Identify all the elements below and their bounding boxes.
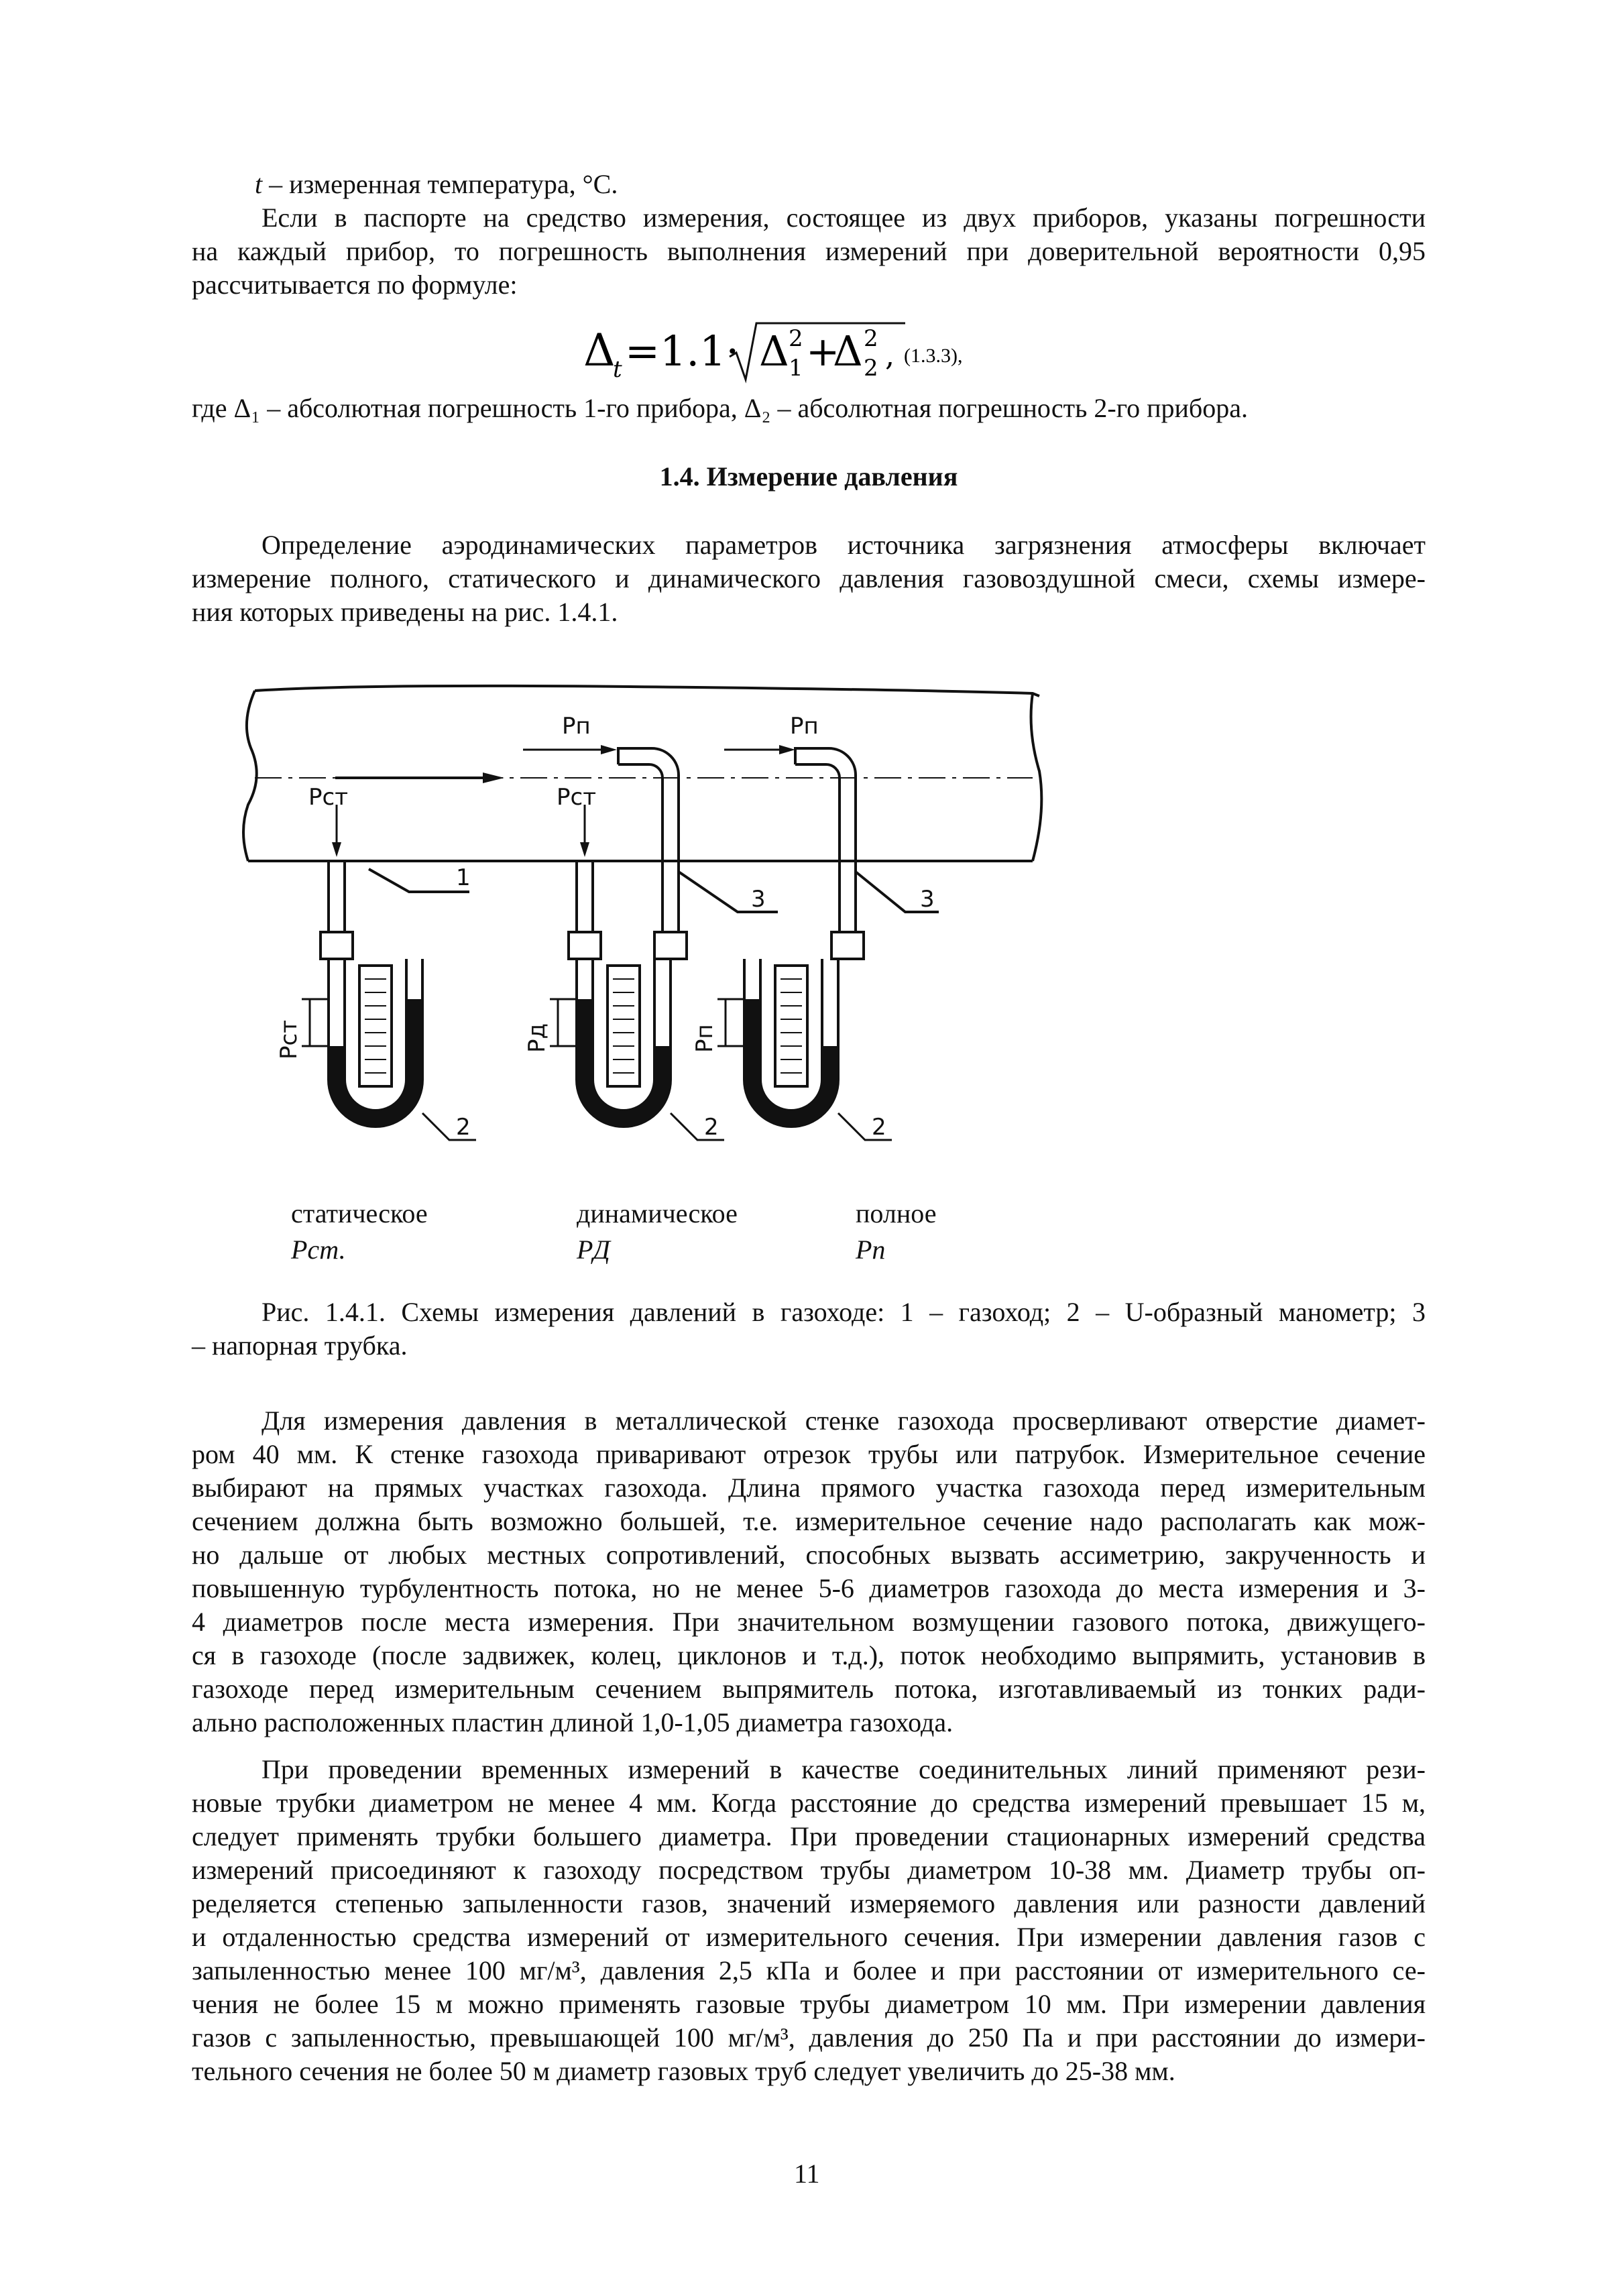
label-pst-2: Pст [557, 784, 597, 811]
caption-total: полное [856, 1198, 937, 1228]
dimension-pd [550, 999, 577, 1046]
text-line: рассчитывается по формуле: [192, 270, 518, 300]
label-num-3a: 3 [751, 886, 766, 913]
total-u-tube-inner [760, 959, 822, 1110]
pn-arrow-icon [601, 745, 617, 754]
dynamic-scale [608, 966, 640, 1086]
text-line: тельного сечения не более 50 м диаметр газовых труб следует увеличить до 25-38 мм. [192, 2056, 1175, 2086]
intro-symbol: t [255, 169, 263, 199]
text-line: Определение аэродинамических параметров источника загрязнения атмосферы включает [262, 530, 1426, 560]
formula-lhs: Δ [583, 325, 616, 376]
text-line: газов с запыленностью, превышающей 100 мг/м³, давления до 250 Па и при расстоянии до измери- [192, 2022, 1426, 2053]
pitot-tube-total [795, 748, 856, 932]
paragraph-formula-legend [192, 392, 1426, 425]
label-num-2c: 2 [872, 1114, 886, 1141]
paragraph-duct-measurement [192, 1404, 1426, 1739]
page-number: 11 [794, 2159, 820, 2189]
dimension-pst [302, 999, 329, 1046]
text-line: повышенную турбулентность потока, но не менее 5-6 диаметров газохода до места измерения и 3- [192, 1573, 1426, 1603]
figure-caption [192, 1296, 1426, 1363]
formula-plus: + [806, 329, 840, 376]
text-line: ром 40 мм. К стенке газохода приваривают отрезок трубы или патрубок. Измерительное сечение [192, 1439, 1426, 1469]
formula-term1-sub: 1 [789, 355, 803, 382]
text-line: Рис. 1.4.1. Схемы измерения давлений в газоходе: 1 – газоход; 2 – U-образный манометр; 3 [262, 1297, 1426, 1327]
label-num-1: 1 [456, 864, 471, 891]
duct-top-wall [255, 686, 1039, 696]
pst-arrow-icon-2 [580, 842, 589, 857]
total-fitting [831, 932, 864, 959]
label-pst-1: Pст [308, 784, 349, 811]
text-line: выбирают на прямых участках газохода. Длина прямого участка газохода перед измерительным [192, 1473, 1426, 1503]
text-line: ся в газоходе (после задвижек, колец, циклонов и т.д.), поток необходимо выпрямить, установив в [192, 1640, 1426, 1670]
static-tap-tube [329, 861, 345, 932]
static-u-tube-inner [345, 959, 406, 1110]
label-num-2a: 2 [456, 1114, 471, 1141]
formula-term2: Δ [833, 327, 863, 376]
intro-text: – измеренная температура, °С. [262, 169, 618, 199]
caption-total-symbol: Pп [856, 1235, 886, 1265]
text-line: ределяется степенью запыленности газов, значений измеряемого давления или разности давлений [192, 1888, 1426, 1918]
static-fitting [321, 932, 353, 959]
formula-term2-sub: 2 [864, 355, 878, 382]
text-line: ально расположенных пластин длиной 1,0-1,05 диаметра газохода. [192, 1707, 954, 1737]
flow-arrow-icon [483, 772, 504, 783]
label-pn-1: Pп [562, 713, 591, 740]
dimension-pn [717, 999, 744, 1046]
label-dim-pn: Pп [691, 1024, 718, 1053]
label-pn-2: Pп [790, 713, 819, 740]
formula-tail: , [885, 339, 894, 373]
text-line: газоходе перед измерительным сечением выпрямитель потока, изготавливаемый из тонких ради- [192, 1674, 1426, 1704]
formula-term2-sup: 2 [864, 325, 878, 352]
label-dim-pst: Pст [276, 1019, 302, 1059]
text-line: следует применять трубки большего диаметра. При проведении стационарных измерений средства [192, 1821, 1426, 1851]
pst-arrow-icon [332, 842, 341, 857]
caption-static: статическое [291, 1198, 428, 1228]
label-dim-pd: Pд [524, 1023, 551, 1053]
text-line: – напорная трубка. [192, 1330, 408, 1361]
text-line: ния которых приведены на рис. 1.4.1. [192, 597, 618, 627]
pitot-tube-dynamic [618, 748, 679, 932]
text-line: но дальше от любых местных сопротивлений, способных вызвать ассиметрию, закрученность и [192, 1540, 1426, 1570]
dynamic-u-tube-inner [593, 959, 654, 1110]
caption-dynamic-symbol: PД [577, 1235, 610, 1265]
text-line: измерение полного, статического и динамического давления газовоздушной смеси, схемы измере- [192, 563, 1426, 593]
text-line: запыленностью менее 100 мг/м³, давления 2,5 кПа и более и при расстоянии от измерительного се- [192, 1955, 1426, 1986]
text-line: чения не более 15 м можно применять газовые трубы диаметром 10 мм. При измерении давления [192, 1989, 1426, 2019]
formula-svg [583, 315, 1120, 389]
text-line: Для измерения давления в металлической стенке газохода просверливают отверстие диамет- [262, 1405, 1426, 1436]
formula [583, 315, 1120, 389]
text-line: новые трубки диаметром не менее 4 мм. Когда расстояние до средства измерений превышает 15 м, [192, 1788, 1426, 1818]
text-line: 4 диаметров после места измерения. При значительном возмущении газового потока, движущего- [192, 1607, 1426, 1637]
paragraph-formula-intro [192, 201, 1426, 302]
text-line: на каждый прибор, то погрешность выполнения измерений при доверительной вероятности 0,95 [192, 236, 1426, 266]
formula-lhs-sub: t [613, 356, 622, 383]
text-line: и отдаленностью средства измерений от измерительного сечения. При измерении давления газов с [192, 1922, 1426, 1952]
dynamic-fitting-right [654, 932, 687, 959]
label-num-3b: 3 [920, 886, 935, 913]
pressure-measurement-figure [228, 671, 1100, 1194]
intro-line [255, 168, 1462, 201]
section-heading: 1.4. Измерение давления [659, 461, 958, 492]
formula-number: (1.3.3), [904, 345, 963, 367]
dynamic-tap-tube [577, 861, 593, 932]
text-line: При проведении временных измерений в качестве соединительных линий применяют рези- [262, 1754, 1426, 1784]
pn-arrow-icon-2 [779, 745, 795, 754]
text-line: где Δ₁ – абсолютная погрешность 1-го прибора, Δ₂ – абсолютная погрешность 2-го прибора. [192, 393, 1249, 423]
formula-eq: =1.1· [625, 327, 740, 376]
dynamic-fitting-left [569, 932, 601, 959]
duct-left-break [243, 691, 257, 861]
text-line: сечением должна быть возможно большей, т.е. измерительное сечение надо располагать как мож- [192, 1506, 1426, 1536]
total-scale [775, 966, 807, 1086]
label-num-2b: 2 [704, 1114, 719, 1141]
caption-static-symbol: Pст. [291, 1235, 346, 1265]
paragraph-connection-lines [192, 1753, 1426, 2088]
text-line: Если в паспорте на средство измерения, состоящее из двух приборов, указаны погрешности [262, 203, 1426, 233]
paragraph-pressure-intro [192, 528, 1426, 629]
caption-dynamic: динамическое [577, 1198, 738, 1228]
static-scale [359, 966, 392, 1086]
formula-term1: Δ [759, 327, 789, 376]
formula-term1-sup: 2 [789, 325, 803, 352]
text-line: измерений присоединяют к газоходу посредством трубы диаметром 10-38 мм. Диаметр трубы оп- [192, 1855, 1426, 1885]
leader-duct [369, 869, 469, 892]
